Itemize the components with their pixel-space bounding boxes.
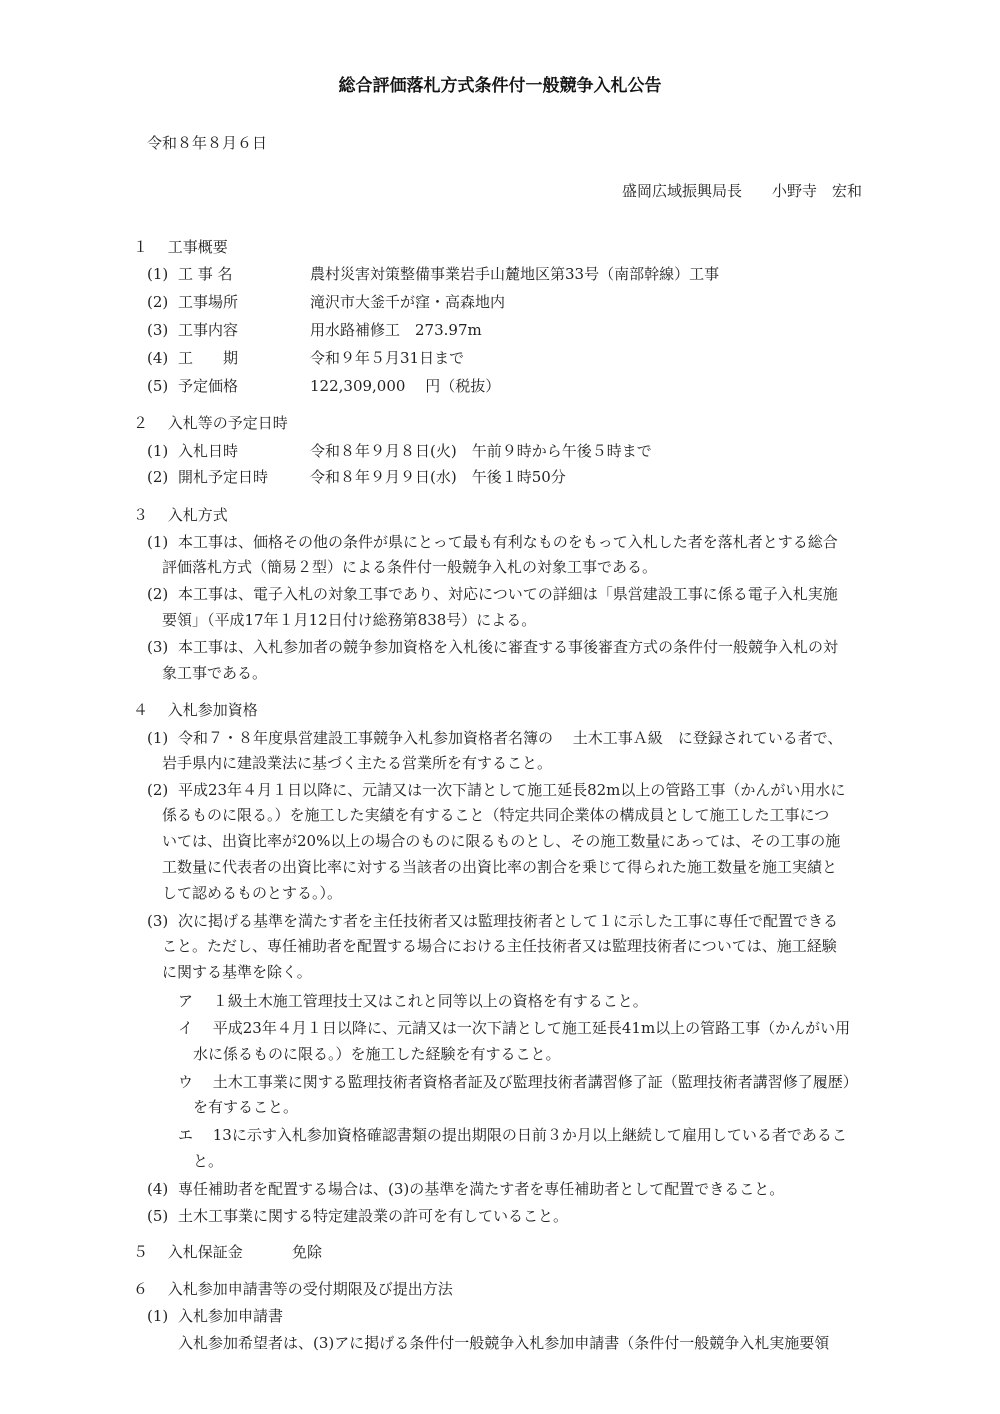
item-label: 開札予定日時 [178,468,269,486]
item-value: 用水路補修工 273.97m [310,321,482,339]
item-label: 工事内容 [178,321,239,339]
issuer: 盛岡広域振興局長 小野寺 宏和 [622,182,863,200]
item-label: 工 事 名 [178,265,233,283]
item-value: 令和８年９月８日(火) 午前９時から午後５時まで [310,442,652,460]
sub-item-line: を有すること。 [193,1098,299,1116]
item-value: 令和９年５月31日まで [310,349,465,367]
item-number: (3) [147,638,169,656]
item-value: 農村災害対策整備事業岩手山麓地区第33号（南部幹線）工事 [310,265,720,283]
paragraph-line: 土木工事業に関する特定建設業の許可を有していること。 [178,1207,569,1225]
paragraph-line: 次に掲げる基準を満たす者を主任技術者又は監理技術者として１に示した工事に専任で配置できる [178,912,839,930]
paragraph-line: 象工事である。 [162,664,268,682]
item-number: (2) [147,468,169,486]
sub-item-line: 水に係るものに限る。）を施工した経験を有すること。 [193,1045,561,1063]
sub-item-line: イ 平成23年４月１日以降に、元請又は一次下請として施工延長41m以上の管路工事（かんがい用 [178,1019,851,1037]
item-number: (1) [147,533,169,551]
sub-item-line: と。 [193,1152,224,1170]
paragraph-line: 係るものに限る。）を施工した実績を有すること（特定共同企業体の構成員として施工した工事につ [162,806,830,824]
item-value: 122,309,000 円（税抜） [310,377,501,395]
section-1-heading: １ 工事概要 [133,238,228,256]
section-5-heading: ５ 入札保証金 [133,1243,243,1261]
item-label: 入札日時 [178,442,239,460]
item-number: (2) [147,293,169,311]
item-number: (4) [147,1180,169,1198]
item-label: 工 期 [178,349,239,367]
paragraph-line: 入札参加希望者は、(3)アに掲げる条件付一般競争入札参加申請書（条件付一般競争入札実施要領 [178,1334,830,1352]
paragraph-line: 評価落札方式（簡易２型）による条件付一般競争入札の対象工事である。 [162,558,658,576]
item-label: 工事場所 [178,293,239,311]
section-6-heading: ６ 入札参加申請書等の受付期限及び提出方法 [133,1280,453,1298]
paragraph-line: 要領」（平成17年１月12日付け総務第838号）による。 [162,611,537,629]
item-number: (1) [147,265,169,283]
paragraph-line: 令和７・８年度県営建設工事競争入札参加資格者名簿の 土木工事Ａ級 に登録されている者で、 [178,729,843,747]
deposit-value: 免除 [292,1243,323,1261]
item-number: (1) [147,442,169,460]
section-3-heading: ３ 入札方式 [133,506,228,524]
sub-heading: 入札参加申請書 [178,1307,284,1325]
item-number: (4) [147,349,169,367]
item-value: 滝沢市大釜千が窪・高森地内 [310,293,506,311]
paragraph-line: 本工事は、電子入札の対象工事であり、対応についての詳細は「県営建設工事に係る電子入札実施 [178,585,838,603]
sub-item-line: エ 13に示す入札参加資格確認書類の提出期限の日前３か月以上継続して雇用している者であるこ [178,1126,847,1144]
paragraph-line: に関する基準を除く。 [162,963,312,981]
paragraph-line: いては、出資比率が20%以上の場合のものに限るものとし、その施工数量にあっては、その工事の施 [162,832,841,850]
paragraph-line: こと。ただし、専任補助者を配置する場合における主任技術者又は監理技術者については、施工経験 [162,937,837,955]
item-number: (3) [147,321,169,339]
sub-item-line: ウ 土木工事業に関する監理技術者資格者証及び監理技術者講習修了証（監理技術者講習修了履歴） [178,1073,858,1091]
item-number: (3) [147,912,169,930]
item-value: 令和８年９月９日(水) 午後１時50分 [310,468,566,486]
paragraph-line: 岩手県内に建設業法に基づく主たる営業所を有すること。 [162,754,553,772]
item-label: 予定価格 [178,377,239,395]
paragraph-line: 本工事は、入札参加者の競争参加資格を入札後に審査する事後審査方式の条件付一般競争入札の対 [178,638,839,656]
item-number: (5) [147,1207,169,1225]
paragraph-line: して認めるものとする。）。 [162,884,343,902]
item-number: (1) [147,1307,169,1325]
document-title: 総合評価落札方式条件付一般競争入札公告 [338,76,662,96]
section-4-heading: ４ 入札参加資格 [133,701,258,719]
item-number: (5) [147,377,169,395]
section-2-heading: ２ 入札等の予定日時 [133,414,288,432]
paragraph-line: 工数量に代表者の出資比率に対する当該者の出資比率の割合を乗じて得られた施工数量を施工実績と [162,858,838,876]
sub-item-line: ア １級土木施工管理技士又はこれと同等以上の資格を有すること。 [178,992,648,1010]
notice-date: 令和８年８月６日 [147,134,268,152]
item-number: (1) [147,729,169,747]
item-number: (2) [147,585,169,603]
paragraph-line: 平成23年４月１日以降に、元請又は一次下請として施工延長82m以上の管路工事（かんがい用水に [178,781,846,799]
paragraph-line: 本工事は、価格その他の条件が県にとって最も有利なものをもって入札した者を落札者とする総合 [178,533,838,551]
item-number: (2) [147,781,169,799]
paragraph-line: 専任補助者を配置する場合は、(3)の基準を満たす者を専任補助者として配置できること。 [178,1180,785,1198]
